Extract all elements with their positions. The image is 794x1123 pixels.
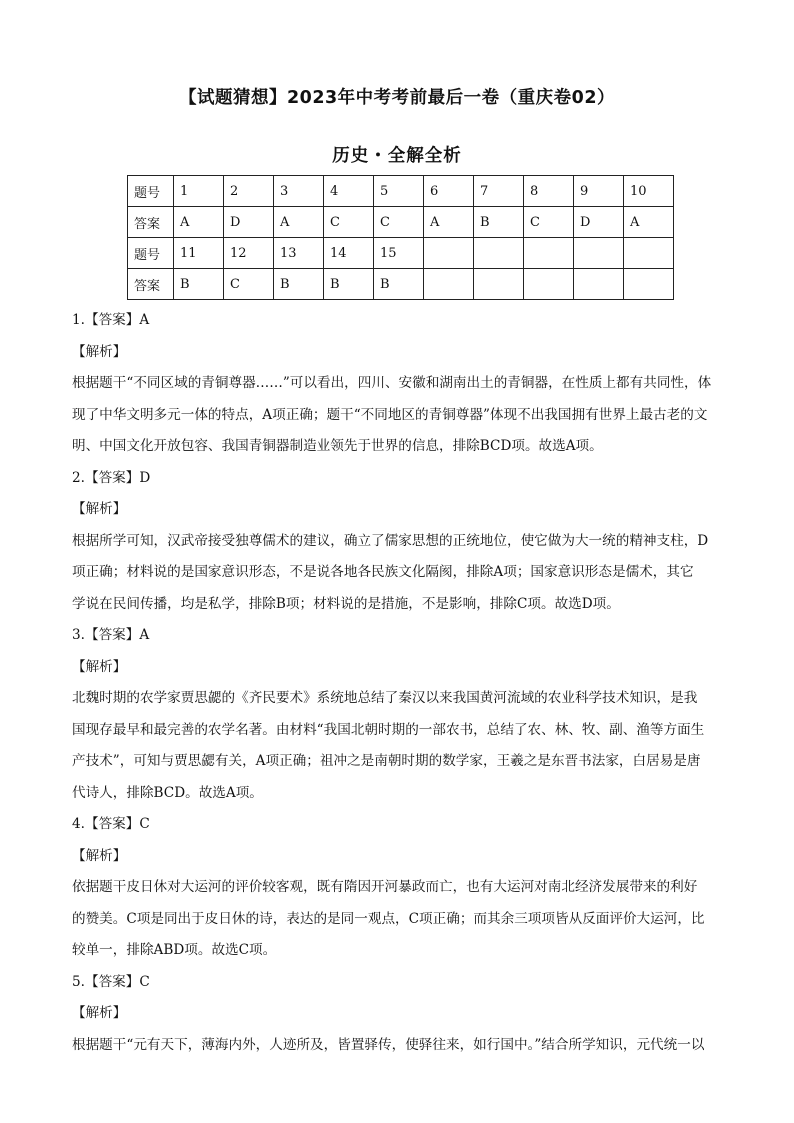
answer-table-cell: D [574, 207, 624, 238]
answer-table-cell: 14 [324, 238, 374, 269]
answer-table-cell: C [524, 207, 574, 238]
answer-table-cell: 15 [374, 238, 424, 269]
analysis-text-line: 项正确；材料说的是国家意识形态，不是说各地各民族文化隔阂，排除A项；国家意识形态是儒术，其它 [72, 564, 694, 580]
analysis-label: 【解析】 [72, 658, 127, 675]
document-subtitle: 历史・全解全析 [332, 146, 462, 166]
answer-table-row [128, 269, 674, 300]
answer-line: 4.【答案】C [72, 816, 150, 832]
answer-table-cell: 3 [274, 176, 324, 207]
answer-table-cell: 6 [424, 176, 474, 207]
answer-table-cell: B [324, 269, 374, 300]
answer-line: 2.【答案】D [72, 469, 151, 486]
answer-table-cell: 12 [224, 238, 274, 269]
analysis-label: 【解析】 [72, 343, 127, 360]
answer-table-cell [474, 269, 524, 300]
answer-table-header-cell: 题号 [128, 176, 174, 207]
analysis-label: 【解析】 [72, 501, 127, 517]
answer-table-header-cell: 题号 [128, 238, 174, 269]
answer-table-cell [624, 238, 674, 269]
analysis-text-line: 国现存最早和最完善的农学名著。由材料“我国北朝时期的一部农书，总结了农、林、牧、副、渔等方面生 [72, 721, 705, 738]
answer-table-cell: 11 [174, 238, 224, 269]
answer-table-cell: 4 [324, 176, 374, 207]
document-title: 【试题猜想】2023年中考考前最后一卷（重庆卷02） [178, 88, 616, 108]
answer-table-cell: C [224, 269, 274, 300]
analysis-paragraph [72, 683, 724, 809]
answer-table-cell: 13 [274, 238, 324, 269]
answer-table-cell: 9 [574, 176, 624, 207]
answer-table [127, 175, 674, 300]
analysis-text-line: 依据题干皮日休对大运河的评价较客观，既有隋因开河暴政而亡，也有大运河对南北经济发展带来的利好 [72, 879, 698, 895]
answer-table-cell [574, 269, 624, 300]
analysis-text-line: 的赞美。C项是同出于皮日休的诗，表达的是同一观点，C项正确；而其余三项项皆从反面评价大运河，比 [72, 910, 705, 927]
answer-table-cell [474, 238, 524, 269]
analysis-text-line: 较单一，排除ABD项。故选C项。 [72, 942, 277, 958]
analysis-text-line: 北魏时期的农学家贾思勰的《齐民要术》系统地总结了秦汉以来我国黄河流域的农业科学技术知识，是我 [72, 690, 698, 706]
answer-table-cell [524, 238, 574, 269]
answer-table-row [128, 176, 674, 207]
answer-table-cell: B [474, 207, 524, 238]
analysis-paragraph [72, 368, 724, 463]
answer-table-row [128, 207, 674, 238]
analysis-text-line: 根据所学可知，汉武帝接受独尊儒术的建议，确立了儒家思想的正统地位，使它做为大一统的精神支柱，D [72, 532, 709, 549]
answer-table-cell: 8 [524, 176, 574, 207]
analysis-content [72, 305, 724, 1061]
analysis-text-line: 现了中华文明多元一体的特点，A项正确；题干“不同地区的青铜尊器”体现不出我国拥有世界上最古老的文 [72, 406, 708, 423]
answer-table-cell: C [324, 207, 374, 238]
analysis-paragraph [72, 1030, 724, 1062]
answer-table-header-cell: 答案 [128, 207, 174, 238]
answer-line: 3.【答案】A [72, 627, 150, 643]
answer-table-row [128, 238, 674, 269]
analysis-text-line: 明、中国文化开放包容、我国青铜器制造业领先于世界的信息，排除BCD项。故选A项。 [72, 438, 603, 454]
answer-table-cell [424, 238, 474, 269]
analysis-text-line: 根据题干“元有天下，薄海内外，人迹所及，皆置驿传，使驿往来，如行国中。”结合所学知识，元代统一以 [72, 1036, 705, 1053]
answer-table-cell: A [274, 207, 324, 238]
answer-table-cell: 1 [174, 176, 224, 207]
analysis-label: 【解析】 [72, 847, 127, 864]
analysis-paragraph [72, 872, 724, 967]
answer-line: 5.【答案】C [72, 973, 150, 990]
answer-line: 1.【答案】A [72, 312, 150, 328]
answer-table-header-cell: 答案 [128, 269, 174, 300]
answer-table-cell: A [624, 207, 674, 238]
answer-table-cell: A [174, 207, 224, 238]
analysis-text-line: 产技术”，可知与贾思勰有关，A项正确；祖冲之是南朝时期的数学家，王羲之是东晋书法家，白居易是唐 [72, 753, 701, 769]
analysis-text-line: 代诗人，排除BCD。故选A项。 [72, 784, 263, 801]
answer-table-cell: 2 [224, 176, 274, 207]
answer-table-cell: C [374, 207, 424, 238]
answer-table-cell: 7 [474, 176, 524, 207]
answer-table-cell [524, 269, 574, 300]
answer-table-cell: D [224, 207, 274, 238]
analysis-text-line: 根据题干“不同区域的青铜尊器……”可以看出，四川、安徽和湖南出土的青铜器，在性质上都有共同性，体 [72, 375, 712, 391]
analysis-label: 【解析】 [72, 1005, 127, 1021]
answer-table-cell [424, 269, 474, 300]
answer-table-cell [624, 269, 674, 300]
answer-table-cell [574, 238, 624, 269]
answer-table-cell: B [374, 269, 424, 300]
answer-table-cell: A [424, 207, 474, 238]
answer-table-cell: B [174, 269, 224, 300]
answer-table-cell: 5 [374, 176, 424, 207]
answer-table-cell: B [274, 269, 324, 300]
analysis-paragraph [72, 526, 724, 621]
answer-table-cell: 10 [624, 176, 674, 207]
analysis-text-line: 学说在民间传播，均是私学，排除B项；材料说的是措施，不是影响，排除C项。故选D项。 [72, 595, 620, 612]
